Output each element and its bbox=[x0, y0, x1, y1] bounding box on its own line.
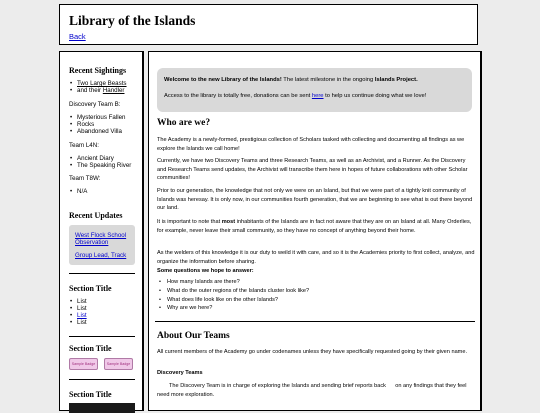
list-item[interactable] bbox=[69, 312, 87, 319]
main-content bbox=[148, 51, 482, 411]
list-item: • What do the outer regions of the Islands cluster look like? bbox=[157, 287, 309, 296]
list-item-continued: • Rocks bbox=[69, 121, 126, 128]
list-item: • Abandoned Villa bbox=[69, 128, 126, 135]
sighting-text: Two Large Beasts bbox=[77, 80, 127, 87]
updates-box bbox=[69, 225, 135, 265]
section-divider bbox=[155, 321, 475, 322]
paragraph: As the welders of this knowledge it is our duty to weild it with care, and so it is the Academies priority to first collect, analyze, and organize the information before sharing. bbox=[157, 250, 475, 265]
team-l4n-label: Team L4N: bbox=[69, 142, 99, 149]
update-link[interactable]: West Flock School bbox=[75, 232, 127, 239]
project-name: Islands Project. bbox=[374, 77, 418, 83]
list-item: • The Speaking River bbox=[69, 162, 131, 169]
section-title: Section Title bbox=[69, 390, 112, 399]
team-b-list bbox=[69, 114, 126, 135]
sample-badge[interactable]: Sample Badge bbox=[104, 358, 133, 370]
team-b-label: Discovery Team B: bbox=[69, 101, 121, 108]
paragraph: All current members of the Academy go under codenames unless they have specifically requested going by their given name. bbox=[157, 349, 468, 355]
who-are-we-heading: Who are we? bbox=[157, 118, 211, 128]
list-item: • List bbox=[69, 298, 87, 305]
section-title: Section Title bbox=[69, 344, 112, 353]
text: It is important to note that bbox=[157, 219, 222, 225]
welcome-banner bbox=[157, 68, 472, 112]
sidebar bbox=[59, 51, 144, 411]
update-link[interactable]: Observation bbox=[75, 239, 109, 246]
recent-updates-title: Recent Updates bbox=[69, 211, 123, 220]
sighting-text: and their bbox=[77, 87, 103, 94]
team-l4n-list bbox=[69, 155, 131, 169]
text: inhabitants of the Islands are in fact not aware that they are on an Island at all. Many Orderlies, for example, never leave their small community, so they have no concept of anything beyond their home. bbox=[157, 219, 472, 234]
paragraph bbox=[157, 218, 475, 235]
questions-label: Some questions we hope to answer: bbox=[157, 268, 254, 274]
list-link[interactable]: List bbox=[77, 312, 87, 319]
list-item: • Why are we here? bbox=[157, 304, 309, 313]
list-item bbox=[69, 80, 127, 87]
welcome-line-1 bbox=[164, 77, 418, 83]
questions-list bbox=[157, 278, 309, 313]
team-t8w-label: Team T8W: bbox=[69, 175, 101, 182]
list-item: • What does life look like on the other Islands? bbox=[157, 296, 309, 305]
welcome-heading: Welcome to the new Library of the Islands! bbox=[164, 77, 282, 83]
site-title: Library of the Islands bbox=[69, 13, 196, 28]
welcome-text: Access to the library is totally free, donations can be sent bbox=[164, 93, 312, 99]
sidebar-divider bbox=[69, 273, 135, 274]
donate-link[interactable]: here bbox=[311, 93, 324, 99]
back-link[interactable]: Back bbox=[69, 32, 86, 41]
paragraph: The Discovery Team is in charge of exploring the Islands and sending brief reports back on any findings that they feel need more exploration. bbox=[157, 383, 469, 398]
sample-badge[interactable]: Sample Badge bbox=[69, 358, 98, 370]
recent-sightings-title: Recent Sightings bbox=[69, 66, 127, 75]
section-list bbox=[69, 298, 87, 326]
list-item: • How many Islands are there? bbox=[157, 278, 309, 287]
sidebar-divider bbox=[69, 379, 135, 380]
list-item-continued bbox=[69, 87, 127, 94]
list-item: • Mysterious Fallen bbox=[69, 114, 126, 121]
sidebar-divider bbox=[69, 336, 135, 337]
emphasis: most bbox=[221, 219, 236, 225]
paragraph: The Academy is a newly-formed, prestigious collection of Scholars tasked with collecting and documenting all findings as we explore the Islands we call home! bbox=[157, 137, 465, 152]
site-header bbox=[59, 4, 478, 45]
paragraph: Prior to our generation, the knowledge that not only we were on an Island, but that we were part of a tightly knit community of Islands was heresay. It is only now, in our communities fourth generation, that we are beginning to see what is out there beyond our land. bbox=[157, 188, 473, 212]
handler-link[interactable]: Handler bbox=[102, 87, 125, 94]
welcome-text: to help us continue doing what we love! bbox=[323, 93, 427, 99]
sightings-first-list bbox=[69, 80, 127, 94]
about-teams-heading: About Our Teams bbox=[157, 331, 230, 341]
paragraph: Currently, we have two Discovery Teams and three Research Teams, as well as an Archivist, and a Runner. As the Discovery and Research Teams send updates, the Archivist will transcribe them here in hopes of future collaborations with other Scholar communities! bbox=[157, 158, 468, 182]
team-t8w-list bbox=[69, 188, 87, 195]
section-title: Section Title bbox=[69, 284, 112, 293]
update-link[interactable]: Group Lead, Track bbox=[75, 252, 127, 259]
list-item: • N/A bbox=[69, 188, 87, 195]
welcome-line-2 bbox=[164, 93, 426, 99]
discovery-teams-label: Discovery Teams bbox=[157, 370, 203, 376]
list-item: • List bbox=[69, 319, 87, 326]
list-item: • List bbox=[69, 305, 87, 312]
list-item: • Ancient Diary bbox=[69, 155, 131, 162]
welcome-text: The latest milestone in the ongoing bbox=[281, 77, 375, 83]
